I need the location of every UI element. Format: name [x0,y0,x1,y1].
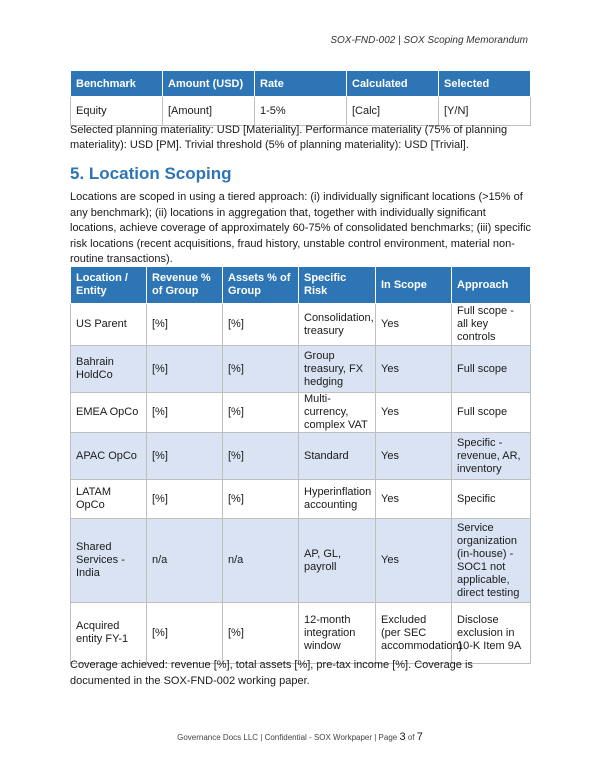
table-cell: AP, GL, payroll [299,519,376,603]
table-cell: Shared Services - India [71,519,147,603]
col-benchmark: Benchmark [71,71,163,97]
location-header-row [71,267,531,304]
col-specific-risk: Specific Risk [299,267,376,304]
table-cell: [%] [223,433,299,480]
table-cell: 1-5% [255,97,347,126]
page-number: 3 [399,731,406,743]
col-approach: Approach [452,267,531,304]
table-cell: 12-month integration window [299,603,376,664]
footer-of: of [407,733,415,742]
coverage-note: Coverage achieved: revenue [%], total assets [%], pre-tax income [%]. Coverage is documented in the SOX-FND-002 working paper. [70,659,473,687]
table-cell: [%] [223,393,299,433]
table-cell: Consolidation, treasury [299,304,376,346]
table-row [71,603,531,664]
materiality-header-row [71,71,531,97]
section-heading: 5. Location Scoping [70,164,232,183]
table-row [71,97,531,126]
col-in-scope: In Scope [376,267,452,304]
table-cell: Group treasury, FX hedging [299,346,376,393]
table-cell: Full scope [452,346,531,393]
col-amount: Amount (USD) [163,71,255,97]
col-location-entity: Location / Entity [71,267,147,304]
col-assets-pct: Assets % of Group [223,267,299,304]
table-cell: [%] [147,346,223,393]
table-cell: Equity [71,97,163,126]
table-cell: LATAM OpCo [71,480,147,519]
table-cell: Yes [376,480,452,519]
section-intro: Locations are scoped in using a tiered approach: (i) individually significant locations (>15% of any benchmark); (ii) locations in aggregation that, together with individually significant locations, achieve coverage of approximately 60-75% of consolidated benchmarks; (iii) specific risk locations (recent acquisitions, fraud history, unstable control environment, material non-routine transactions). [70,191,532,265]
table-cell: [%] [147,603,223,664]
materiality-table [70,70,531,126]
page-footer [0,731,600,743]
col-rate: Rate [255,71,347,97]
table-row [71,393,531,433]
table-cell: Specific [452,480,531,519]
table-cell: [%] [147,304,223,346]
table-cell: [%] [223,304,299,346]
table-row [71,519,531,603]
table-cell: Yes [376,393,452,433]
table-cell: Full scope [452,393,531,433]
table-row [71,433,531,480]
page-total: 7 [416,731,423,743]
table-cell: Yes [376,304,452,346]
table-cell: [%] [223,480,299,519]
table-row [71,480,531,519]
table-cell: Multi-currency, complex VAT [299,393,376,433]
table-cell: Specific - revenue, AR, inventory [452,433,531,480]
table-cell: [Y/N] [439,97,531,126]
table-cell: EMEA OpCo [71,393,147,433]
table-cell: Bahrain HoldCo [71,346,147,393]
table-cell: Excluded (per SEC accommodation) [376,603,452,664]
table-cell: [%] [223,346,299,393]
table-cell: [%] [147,393,223,433]
table-cell: Standard [299,433,376,480]
location-scoping-table [70,266,531,664]
table-cell: [%] [147,433,223,480]
table-cell: Yes [376,519,452,603]
materiality-note: Selected planning materiality: USD [Materiality]. Performance materiality (75% of planning materiality): USD [PM]. Trivial threshold (5% of planning materiality): USD [Trivial]. [70,124,508,151]
table-cell: [%] [147,480,223,519]
table-cell: [Amount] [163,97,255,126]
col-revenue-pct: Revenue % of Group [147,267,223,304]
table-cell: APAC OpCo [71,433,147,480]
table-cell: n/a [147,519,223,603]
table-row [71,304,531,346]
table-cell: n/a [223,519,299,603]
table-cell: Yes [376,433,452,480]
table-cell: Disclose exclusion in 10-K Item 9A [452,603,531,664]
table-cell: US Parent [71,304,147,346]
table-cell: Full scope - all key controls [452,304,531,346]
col-calculated: Calculated [347,71,439,97]
table-cell: Service organization (in-house) - SOC1 not applicable, direct testing [452,519,531,603]
table-cell: Hyperinflation accounting [299,480,376,519]
footer-text: Governance Docs LLC | Confidential - SOX Workpaper | Page [177,733,398,742]
table-cell: Yes [376,346,452,393]
table-cell: [Calc] [347,97,439,126]
table-row [71,346,531,393]
running-header: SOX-FND-002 | SOX Scoping Memorandum [330,35,528,46]
table-cell: [%] [223,603,299,664]
table-cell: Acquired entity FY-1 [71,603,147,664]
col-selected: Selected [439,71,531,97]
